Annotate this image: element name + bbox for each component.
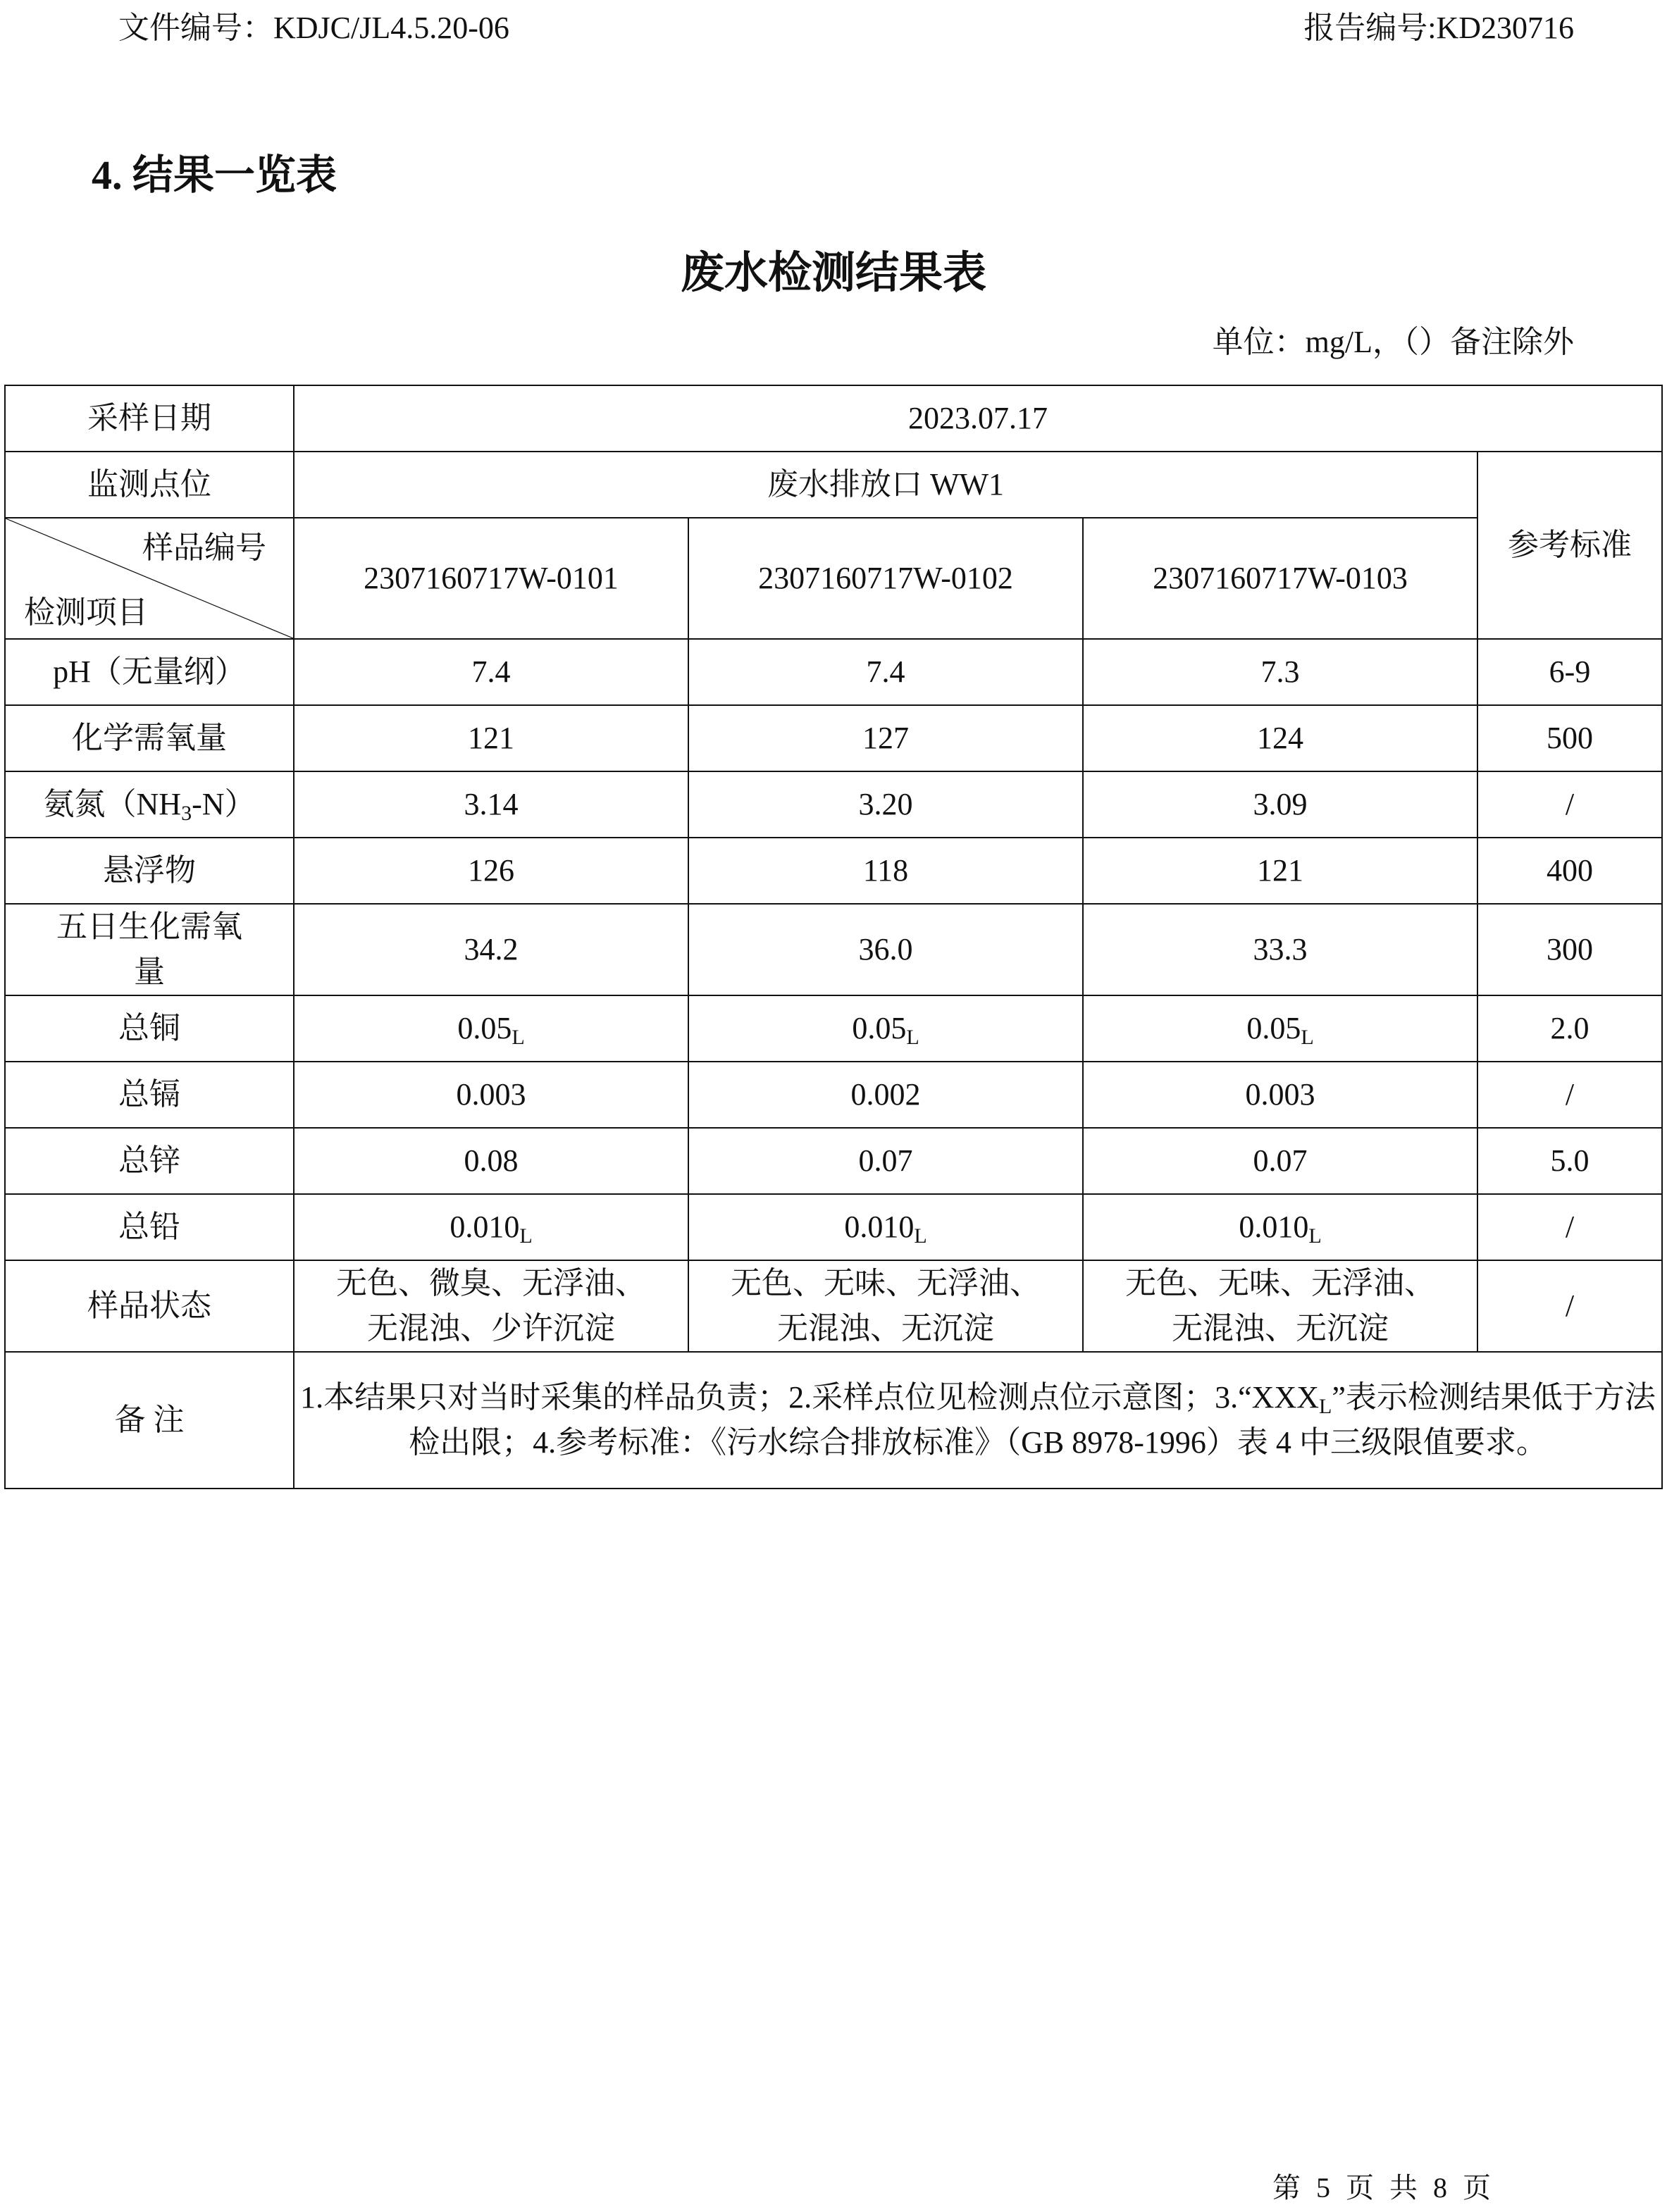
sample-state-value: 无色、无味、无浮油、 无混浊、无沉淀 [1083,1260,1477,1352]
table-row [5,639,1662,705]
result-value: $0.05_L$ [294,995,688,1062]
item-name: 总铜 [5,995,294,1062]
diagonal-header-cell [5,518,294,639]
result-value: 124 [1083,705,1477,771]
site-value: 废水排放口 WW1 [294,452,1477,518]
standard-value: / [1477,1194,1662,1260]
sample-number-row [5,518,1662,639]
site-row [5,452,1662,518]
test-item-label: 检测项目 [24,595,148,630]
unit-note: 单位：mg/L，（）备注除外 [1212,325,1574,359]
item-name: 氨氮$(NH_3-N)$ [5,771,294,838]
result-value: $0.05_L$ [688,995,1083,1062]
result-value: 0.07 [1083,1128,1477,1194]
table-row [5,771,1662,838]
table-row [5,1194,1662,1260]
remarks-label: 备 注 [5,1352,294,1489]
sampling-date-row [5,385,1662,452]
result-value: 33.3 [1083,904,1477,995]
standard-value: 6-9 [1477,639,1662,705]
result-value: 36.0 [688,904,1083,995]
result-value: 0.08 [294,1128,688,1194]
table-row [5,705,1662,771]
results-table [4,385,1663,1489]
table-title: 废水检测结果表 [680,249,986,297]
item-name: 五日生化需氧 量 [5,904,294,995]
item-name: 化学需氧量 [5,705,294,771]
result-value: 121 [294,705,688,771]
result-value: 34.2 [294,904,688,995]
standard-value: 400 [1477,838,1662,904]
result-value: 0.003 [294,1062,688,1128]
result-value: $0.010_L$ [294,1194,688,1260]
result-value: 7.4 [294,639,688,705]
result-value: 7.3 [1083,639,1477,705]
document-number: 文件编号：KDJC/JL4.5.20-06 [118,11,509,45]
report-number: 报告编号:KD230716 [1303,11,1574,45]
result-value: 0.07 [688,1128,1083,1194]
sampling-date-value: 2023.07.17 [294,385,1662,452]
standard-value: 5.0 [1477,1128,1662,1194]
result-value: $0.010_L$ [688,1194,1083,1260]
sample-state-row [5,1260,1662,1352]
item-name: 悬浮物 [5,838,294,904]
reference-standard-header: 参考标准 [1477,452,1662,639]
standard-value: 2.0 [1477,995,1662,1062]
result-value: 0.002 [688,1062,1083,1128]
table-row [5,904,1662,995]
sample-state-value: 无色、无味、无浮油、 无混浊、无沉淀 [688,1260,1083,1352]
result-value: 0.003 [1083,1062,1477,1128]
result-value: 3.09 [1083,771,1477,838]
item-name: 总铅 [5,1194,294,1260]
sample-id: 2307160717W-0102 [688,518,1083,639]
table-row [5,1128,1662,1194]
standard-value: / [1477,771,1662,838]
standard-value: / [1477,1260,1662,1352]
sampling-date-label: 采样日期 [5,385,294,452]
result-value: 118 [688,838,1083,904]
standard-value: 500 [1477,705,1662,771]
item-name: 总镉 [5,1062,294,1128]
remarks-row [5,1352,1662,1489]
standard-value: 300 [1477,904,1662,995]
section-heading: 4. 结果一览表 [92,152,337,198]
remarks-text: 1.本结果只对当时采集的样品负责；2.采样点位见检测点位示意图；$3.“XXX_L$”表示检测结果低于方法检出限；4.参考标准：《污水综合排放标准》（GB 8978-1996）表 4 中三级限值要求。 [294,1352,1662,1489]
table-row [5,838,1662,904]
result-value: 3.20 [688,771,1083,838]
sample-number-label: 样品编号 [142,530,266,565]
result-value: 121 [1083,838,1477,904]
result-value: $0.05_L$ [1083,995,1477,1062]
result-value: $0.010_L$ [1083,1194,1477,1260]
site-label: 监测点位 [5,452,294,518]
item-name: 总锌 [5,1128,294,1194]
standard-value: / [1477,1062,1662,1128]
result-value: 127 [688,705,1083,771]
item-name: pH（无量纲） [5,639,294,705]
table-row [5,1062,1662,1128]
sample-state-value: 无色、微臭、无浮油、 无混浊、少许沉淀 [294,1260,688,1352]
result-value: 126 [294,838,688,904]
page-number: 第 5 页 共 8 页 [1272,2172,1491,2204]
sample-state-label: 样品状态 [5,1260,294,1352]
table-row [5,995,1662,1062]
sample-id: 2307160717W-0103 [1083,518,1477,639]
sample-id: 2307160717W-0101 [294,518,688,639]
result-value: 3.14 [294,771,688,838]
result-value: 7.4 [688,639,1083,705]
